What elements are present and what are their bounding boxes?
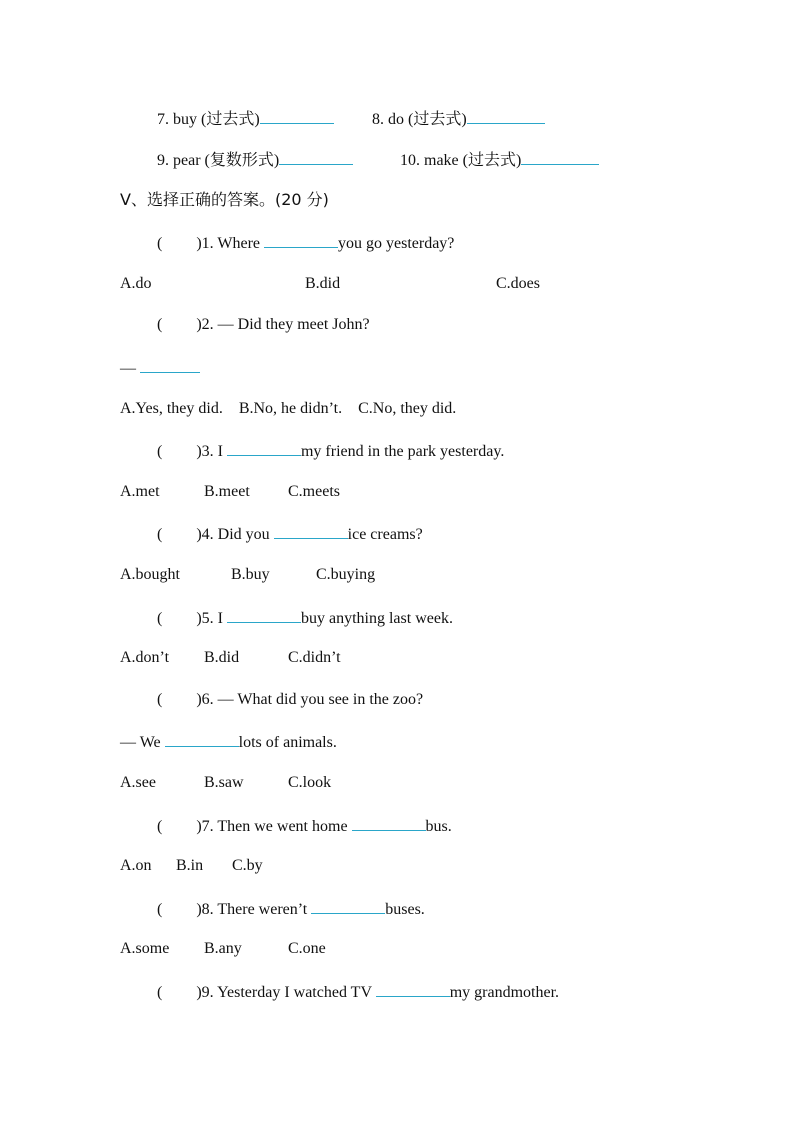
option-a: A.some — [120, 940, 170, 957]
question-1 — [157, 231, 454, 253]
question-stem-end: my grandmother. — [449, 984, 560, 1001]
fill-item-8 — [372, 107, 545, 129]
answer-blank[interactable] — [264, 231, 338, 248]
answer-paren-close: ) — [196, 526, 202, 543]
question-stem-end: my friend in the park yesterday. — [300, 443, 505, 460]
answer-paren-open: ( — [157, 610, 163, 627]
question-stem: 1. Where — [201, 235, 264, 252]
answer-prefix: — We — [120, 734, 165, 751]
option-b: B.saw — [204, 774, 244, 791]
answer-paren-open: ( — [157, 984, 163, 1001]
question-3 — [157, 439, 504, 461]
option-a: A.see — [120, 774, 156, 791]
option-a: A.bought — [120, 566, 180, 583]
fill-item-7 — [157, 107, 334, 129]
option-a: A.on — [120, 857, 152, 874]
question-7 — [157, 814, 452, 836]
option-b: B.in — [176, 857, 204, 874]
question-stem: 2. — Did they meet John? — [201, 316, 370, 333]
option-b: B.any — [204, 940, 242, 957]
options-row — [120, 564, 520, 586]
answer-paren-open: ( — [157, 526, 163, 543]
option-a: A.do — [120, 275, 152, 292]
answer-blank[interactable] — [311, 897, 385, 914]
option-b: B.did — [204, 649, 240, 666]
dialogue-dash: — — [120, 360, 140, 377]
fill-item-9 — [157, 148, 353, 170]
answer-paren-open: ( — [157, 691, 163, 708]
question-stem-end: you go yesterday? — [338, 235, 455, 252]
options-row — [120, 855, 520, 877]
answer-blank[interactable] — [227, 606, 301, 623]
answer-blank[interactable] — [521, 148, 599, 165]
fill-item-9-text: 9. pear (复数形式) — [157, 152, 280, 169]
question-5 — [157, 606, 453, 628]
answer-blank[interactable] — [165, 730, 239, 747]
answer-paren-close: ) — [196, 235, 202, 252]
answer-blank[interactable] — [352, 814, 426, 831]
answer-paren-open: ( — [157, 818, 163, 835]
answer-blank[interactable] — [140, 356, 200, 373]
options-row — [120, 938, 520, 960]
question-stem-end: bus. — [425, 818, 452, 835]
answer-blank[interactable] — [274, 522, 348, 539]
options-row — [120, 481, 520, 503]
question-stem: 8. There weren’t — [201, 901, 312, 918]
question-4 — [157, 522, 423, 544]
question-stem: 9. Yesterday I watched TV — [201, 984, 376, 1001]
answer-paren-close: ) — [196, 316, 202, 333]
options-row — [120, 273, 680, 295]
fill-item-10 — [400, 148, 599, 170]
answer-paren-open: ( — [157, 901, 163, 918]
section-heading: Ⅴ、选择正确的答案。(20 分) — [120, 190, 329, 209]
answer-blank[interactable] — [376, 980, 450, 997]
question-stem: 7. Then we went home — [201, 818, 352, 835]
answer-line — [120, 730, 337, 752]
question-2 — [157, 314, 370, 336]
question-stem: 3. I — [201, 443, 227, 460]
answer-paren-open: ( — [157, 235, 163, 252]
answer-blank[interactable] — [227, 439, 301, 456]
answer-paren-open: ( — [157, 443, 163, 460]
option-c: C.one — [288, 940, 326, 957]
question-stem: 6. — What did you see in the zoo? — [201, 691, 424, 708]
answer-paren-close: ) — [196, 691, 202, 708]
answer-paren-close: ) — [196, 610, 202, 627]
answer-blank[interactable] — [467, 107, 545, 124]
answer-blank[interactable] — [260, 107, 334, 124]
options-row — [120, 772, 520, 794]
option-c: C.didn’t — [288, 649, 341, 666]
fill-item-7-text: 7. buy (过去式) — [157, 111, 260, 128]
option-a: A.met — [120, 483, 160, 500]
answer-line — [120, 356, 200, 378]
options-row — [120, 647, 520, 669]
answer-paren-open: ( — [157, 316, 163, 333]
answer-suffix: lots of animals. — [238, 734, 337, 751]
question-stem: 4. Did you — [201, 526, 274, 543]
option-c: C.does — [496, 275, 540, 292]
answer-blank[interactable] — [279, 148, 353, 165]
question-stem-end: buy anything last week. — [300, 610, 453, 627]
fill-item-8-text: 8. do (过去式) — [372, 111, 467, 128]
question-stem-end: buses. — [385, 901, 425, 918]
option-c: C.by — [232, 857, 263, 874]
option-c: C.look — [288, 774, 332, 791]
option-a: A.don’t — [120, 649, 170, 666]
answer-paren-close: ) — [196, 984, 202, 1001]
option-b: B.did — [305, 275, 341, 292]
option-c: C.buying — [316, 566, 376, 583]
options-row: A.Yes, they did. B.No, he didn’t. C.No, they did. — [120, 400, 457, 417]
question-6 — [157, 689, 423, 711]
option-c: C.meets — [288, 483, 340, 500]
answer-paren-close: ) — [196, 443, 202, 460]
question-9 — [157, 980, 559, 1002]
question-8 — [157, 897, 425, 919]
answer-paren-close: ) — [196, 901, 202, 918]
option-b: B.buy — [231, 566, 270, 583]
fill-item-10-text: 10. make (过去式) — [400, 152, 522, 169]
answer-paren-close: ) — [196, 818, 202, 835]
question-stem: 5. I — [201, 610, 227, 627]
question-stem-end: ice creams? — [347, 526, 423, 543]
option-b: B.meet — [204, 483, 250, 500]
